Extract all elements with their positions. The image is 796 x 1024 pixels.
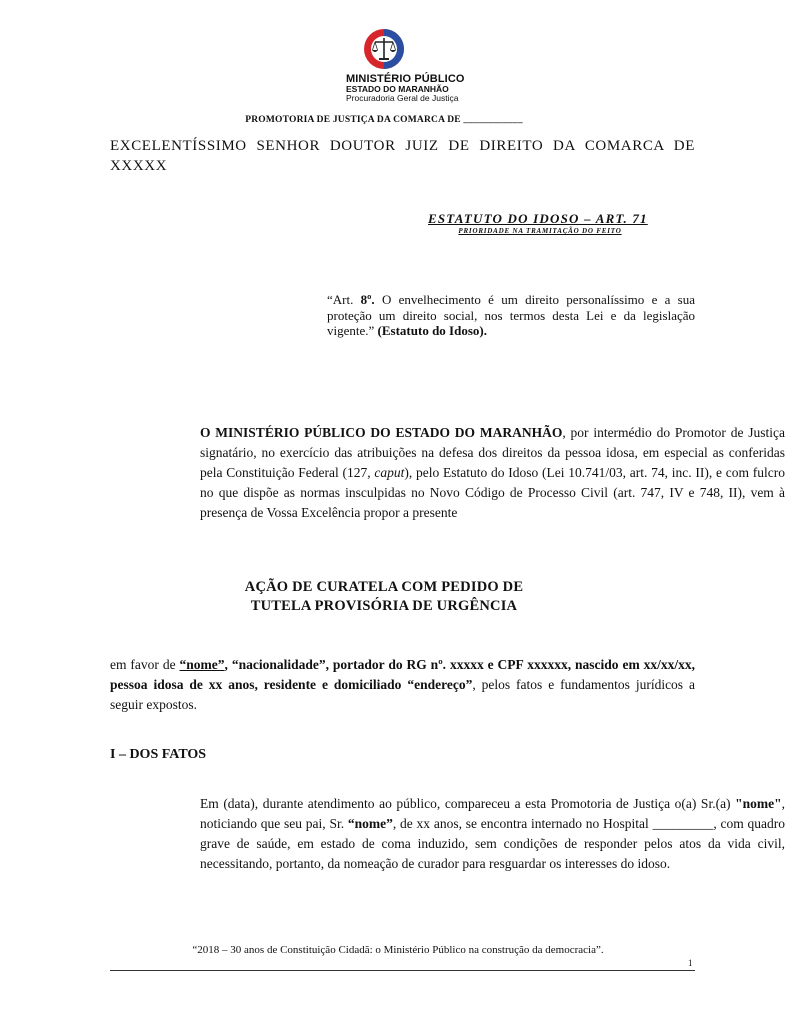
quote-source: (Estatuto do Idoso). bbox=[377, 323, 487, 338]
scales-of-justice-logo-icon bbox=[363, 28, 405, 70]
org-subtitle: Procuradoria Geral de Justiça bbox=[346, 93, 459, 103]
p2-text-a: em favor de bbox=[110, 657, 180, 672]
p3-text-a: Em (data), durante atendimento ao público, compareceu a esta Promotoria de Justiça o(a) Sr.(a) bbox=[200, 796, 736, 811]
caput-italic: caput bbox=[374, 465, 405, 480]
action-title bbox=[0, 578, 768, 616]
quote-text: O envelhecimento é um direito personalíssimo e a sua proteção um direito social, nos termos desta Lei e da legislação vigente.” bbox=[327, 292, 695, 338]
p2-bold-a: “nome” bbox=[179, 657, 225, 672]
p3-bold-b: “nome” bbox=[347, 816, 393, 831]
epigraph-title: ESTATUTO DO IDOSO – ART. 71 bbox=[428, 211, 648, 226]
p1-text-a: , por intermédio do Promotor de Justiça signatário, no exercício das atribuições na defesa dos direitos da pessoa idosa, em especial as conferidas pela Constituição Federal (127, bbox=[200, 425, 785, 480]
epigraph-subtitle: PRIORIDADE NA TRAMITAÇÃO DO FEITO bbox=[458, 227, 622, 235]
org-bold: O MINISTÉRIO PÚBLICO DO ESTADO DO MARANHÃO bbox=[200, 425, 563, 440]
footer-quote: “2018 – 30 anos de Constituição Cidadã: o Ministério Público na construção da democracia”. bbox=[192, 944, 604, 956]
action-title-line1: AÇÃO DE CURATELA COM PEDIDO DE bbox=[244, 579, 524, 595]
p3-text-b: , noticiando que seu pai, Sr. bbox=[200, 796, 785, 831]
epigraph-quote bbox=[327, 292, 695, 339]
quote-article: 8º. bbox=[360, 292, 375, 307]
logo-wordmark bbox=[346, 74, 476, 103]
footer-divider bbox=[110, 970, 695, 971]
org-name: MINISTÉRIO PÚBLICO bbox=[346, 73, 465, 85]
page-number: 1 bbox=[688, 958, 693, 968]
facts-paragraph bbox=[110, 794, 785, 874]
section-heading-fatos: I – DOS FATOS bbox=[110, 747, 207, 762]
intro-paragraph bbox=[110, 423, 785, 523]
salutation: EXCELENTÍSSIMO SENHOR DOUTOR JUIZ DE DIREITO DA COMARCA DE XXXXX bbox=[110, 138, 695, 174]
p3-text-c: , de xx anos, se encontra internado no Hospital _________, com quadro grave de saúde, em estado de coma induzido, sem condições de responder pelos atos da vida civil, necessitando, portanto, da nomeação de curador para resguardar os interesses do idoso. bbox=[200, 816, 785, 871]
promotoria-heading: PROMOTORIA DE JUSTIÇA DA COMARCA DE ____________ bbox=[245, 115, 523, 125]
p3-bold-a: "nome" bbox=[735, 796, 782, 811]
quote-open: “Art. bbox=[327, 292, 361, 307]
org-state: ESTADO DO MARANHÃO bbox=[346, 84, 449, 94]
p2-bold-b: , “nacionalidade”, portador do RG nº. xxxxx e CPF xxxxxx, nascido em xx/xx/xx, pessoa idosa de xx anos, residente e domiciliado “endereço” bbox=[110, 657, 696, 692]
p2-text-b: , pelos fatos e fundamentos jurídicos a seguir expostos. bbox=[110, 677, 695, 712]
logo bbox=[0, 28, 768, 75]
p1-text-b: ), pelo Estatuto do Idoso (Lei 10.741/03, art. 74, inc. II), e com fulcro no que dispõe as normas insculpidas no Novo Código de Processo Civil (art. 747, IV e 748, II), vem à presença de Vossa Excelência propor a presente bbox=[200, 465, 785, 520]
beneficiary-paragraph bbox=[110, 655, 695, 715]
action-title-line2: TUTELA PROVISÓRIA DE URGÊNCIA bbox=[250, 598, 518, 614]
